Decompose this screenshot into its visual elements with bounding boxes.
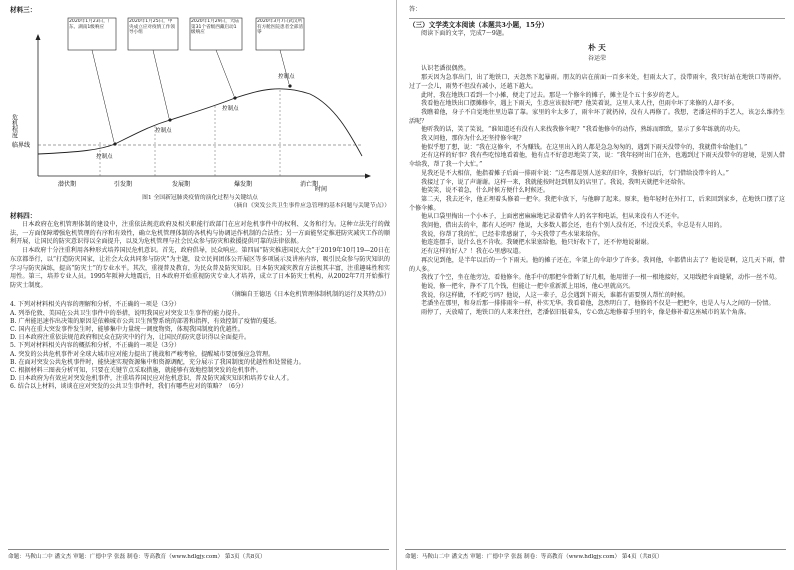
story-paragraph: 他笑笑，说不着急，什么时候方便什么时候还。 <box>421 187 549 195</box>
section-heading: （三）文学类文本阅读（本题共3小题，15分） <box>409 20 549 29</box>
phase-latent: 潜伏期 <box>58 181 77 188</box>
story-paragraph: 我问他，借出去的伞，都有人还吗？他说，大多数人都会还，也有个别人没有还，不过没关系，伞总是有人用的。 <box>421 222 726 230</box>
phase-demise: 消亡期 <box>300 181 319 188</box>
material4-label: 材料四： <box>10 212 37 220</box>
phase-outbreak: 爆发期 <box>234 181 253 188</box>
q4-option-c: C. 国内在重大突发事件发生时，能够集中力量统一调度物资，体现我国制度的优越性。 <box>10 325 244 333</box>
y-axis-label: 危机程度 <box>10 114 18 138</box>
story-paragraph: 认识老潘很偶然。 <box>421 65 470 73</box>
callout-2: 2020年1月25日，中央成立应对疫情工作领导小组 <box>129 19 175 36</box>
chart-caption: 图1 全国新冠肺炎疫情的演化过程与关键结点 <box>142 195 258 201</box>
story-paragraph: 我找了个空，坐在他旁边，看他修伞。他手中的那把伞骨断了好几根，他用钳子一根一根地接好，又用线把伞面缝紧，动作一丝不苟。 <box>421 274 781 282</box>
section-instruction: 阅读下面的文字，完成7～9题。 <box>421 29 508 37</box>
story-author: 谷运荣 <box>587 55 606 63</box>
story-paragraph: 见我还是不大相信，他指着摊子后面一排雨伞说：“这些都是别人送来的旧伞，我修好以后，专门借给没带伞的人。” <box>421 169 729 177</box>
left-footer: 命题：马鞍山二中 潘文杰 审题：广德中学 张磊 制卷：等高教育（www.hdlgjy.com） 第3页（共8页） <box>8 549 389 560</box>
control-point-2: 控制点 <box>155 128 172 134</box>
q5-option-c: C. 根据材料三图表分析可知，只要在关键节点采取措施，就能够有效地控制突发的危机事件。 <box>10 366 263 374</box>
story-paragraph: 老潘坐在那里，和身后那一排排雨伞一样，朴实无华。我看着他，忽然明白了，他修的不仅是一把把伞，也是人与人之间的一份情。 <box>421 300 775 308</box>
x-axis-label: 时间 <box>315 186 328 193</box>
callout-1: 2020年1月23日，广东、湖南1级响应 <box>69 19 113 30</box>
phase-trigger: 引发期 <box>114 181 133 188</box>
q6-stem: 6. 结合以上材料，谈谈在应对突发的公共卫生事件时，我们有哪些应对的策略？（6分） <box>10 383 248 391</box>
answer-label: 答： <box>409 6 422 13</box>
story-paragraph: 雨停了，天放晴了，地铁口的人来来往往，老潘依旧低着头，专心致志地修着手里的伞，像是修补着这座城市的某个角落。 <box>421 309 751 317</box>
story-paragraph: 他说，修一把伞，挣不了几个钱，但能让一把伞重新派上用场，他心里就高兴。 <box>421 282 635 290</box>
story-paragraph: 此时，我在地铁口看到一个小摊，便走了过去。那是一个修伞的摊子，摊主是个五十多岁的老人。 <box>421 91 684 99</box>
story-paragraph: 我瞧着他，身子不自觉地往里边靠了靠。家里的伞太多了，雨伞坏了就扔掉，没有人再修了。我想，老潘这样的手艺人，该怎么维持生活呢？ <box>409 108 785 125</box>
right-page <box>397 0 794 570</box>
crisis-chart <box>10 16 386 194</box>
control-point-4: 控制点 <box>278 74 295 80</box>
q5-option-a: A. 突发的公共危机事件对全球大城市应对能力提出了挑战和严峻考验，提醒城市要加强应急管理。 <box>10 350 275 358</box>
story-paragraph: 他似乎想了想，说：“我在这修伞，不为赚钱。在这里出入的人都是急急匆匆的，遇到下雨天没带伞的，我就借伞给他们。” <box>421 143 748 151</box>
q5-option-d: D. 日本政府为有效应对突发危机事件，注重培养国民应对危机意识，普及防灾减灾知识和培养专业人才。 <box>10 375 293 383</box>
control-point-1: 控制点 <box>96 154 113 160</box>
callout-4: 2020年3月7日武汉所有方舱医院患者全部清零 <box>257 19 303 36</box>
q5-stem: 5. 下列对材料相关内容的概括和分析，不正确的一项是（3分） <box>10 342 181 350</box>
story-paragraph: 再次见到他，是半年以后的一个下雨天。他的摊子还在，伞架上的伞却少了许多。我问他，伞都借出去了？他说是啊，这几天下雨，借的人多。 <box>409 256 785 273</box>
story-paragraph: 还有这样的好事？我有些吃惊地看着他，他有点不好意思地笑了笑，说：“我年轻时出门在外，也遇到过下雨天没带伞的窘境，是别人借伞给我，帮了我一个大忙。” <box>409 152 785 169</box>
story-paragraph: 我看他在地铁出口摆摊修伞，遇上下雨天，生意应该很好吧？他笑着说，这里人来人往，但雨伞坏了来修的人却不多。 <box>421 100 738 108</box>
story-paragraph: 我接过了伞，说了声谢谢。这样一来，我就能按时赶到朋友的店里了。我说，我明天就把伞还给你。 <box>421 178 690 186</box>
q4-option-a: A. 列举伦敦、美国在公共卫生事件中的举措，说明我国应对突发卫生事件的能力提升。 <box>10 309 244 317</box>
story-paragraph: 那天因为急事出门，出了地铁口，天忽然下起暴雨。朋友的店在前面一百多米处，但雨太大了，没带雨伞，我只好站在地铁口等雨停。过了一会儿，雨势不但没有减小，还越下越大。 <box>409 74 785 90</box>
m4-paragraph-1: 日本政府在危机管理体制的建设中，注重依法规范政府及相关职能行政部门在应对危机事件中的权利、义务和行为。这种立法先行的做法，一方面保障增强危机管理的有序和有效性，确立危机管理体制的各机构与协调运作机制的合法性；另一方面能坚定推进防灾减灾工作的顺利开展，让国民的防灾意识得以全面提升，以及为危机管理与社会民众参与防灾和救援提供可靠的法律依据。 <box>10 221 390 246</box>
story-paragraph: 我说，你这样做，不怕吃亏吗？他说，人这一辈子，总会遇到下雨天，谁都有需要别人帮忙的时候。 <box>421 291 690 299</box>
story-paragraph: 他连连摆手，说什么也不肯收。我硬把水果塞给他，他只好收下了，还不停地说谢谢。 <box>421 239 653 247</box>
story-paragraph: 他从口袋里掏出一个小本子，上面密密麻麻地记录着借伞人的名字和电话，但从来没有人不还伞。 <box>421 213 684 221</box>
callout-3: 2020年1月29日，大陆第31个省级西藏启动1级响应 <box>191 19 240 36</box>
story-paragraph: 第二天，我去还伞，他正埋着头修着一把伞。我把伞放下，与他聊了起来。原来，他年轻时在外打工，后来回到家乡，在地铁口摆了这个修伞摊。 <box>409 195 785 212</box>
story-title: 朴 天 <box>588 43 606 53</box>
story-paragraph: 还有这样的好人？！我在心里感叹道。 <box>421 248 525 256</box>
material3-label: 材料三： <box>10 6 37 14</box>
story-body <box>409 65 785 317</box>
control-point-3: 控制点 <box>222 106 239 112</box>
story-paragraph: 我说，你帮了我的忙，已经非常感谢了，今天我带了些水果来给你。 <box>421 230 604 238</box>
q4-option-b: B. 广州能迅速作出决策的原因是依赖城市公共卫生预警系统的部署和指挥，有效控制了疫情的蔓延。 <box>10 317 281 325</box>
story-paragraph: 他听我的话，笑了笑说，“谁知道还有没有人来找我修伞呢？”我看他修伞的动作，熟练而细致，显示了多年练就的功夫。 <box>421 126 745 134</box>
m4-source: （摘编自王德迅《日本危机管理体制机制的运行及其特点》） <box>228 290 390 298</box>
right-footer: 命题：马鞍山二中 潘文杰 审题：广德中学 张磊 制卷：等高教育（www.hdlgjy.com） 第4页（共8页） <box>405 549 786 560</box>
phase-develop: 发展期 <box>172 181 191 188</box>
m4-paragraph-2: 日本政府十分注重利用各种形式培养国民危机意识。首先，政府倡导，民众响应。第四届“防灾推进国民大会”于2019年10月19—20日在东京都举行，以“打造防灾国家，让社会大众共同参与防灾”为主题，设立民间团体公开展区等多项展示及讲座内容，吸引民众参与防灾知识的学习与防灾演练，提高“防灾士”的专业水平。其次，重视普及教育，为民众普及防灾知识。日本防灾减灾教育方法极其丰富，注重趣味性和实用性。第三，培养专业人员。1995年阪神大地震后，日本政府开始重视防灾专业人才培养，成立了日本防灾士机构，从2002年7月开始推行防灾士制度。 <box>10 247 390 289</box>
q4-option-d: D. 日本政府注重依法规范政府和民众在防灾中的行为，让国民的防灾意识得以全面提升。 <box>10 334 251 342</box>
q5-option-b: B. 在面对突发公共危机事件时，能快速实现资源集中和资源调配，充分展示了我国制度的优越性和处置能力。 <box>10 358 305 366</box>
story-paragraph: 我又问他，那你为什么还坚持修伞呢？ <box>421 135 525 143</box>
chart-source: （摘自《突发公共卫生事件应急管理的基本问题与关键节点》） <box>230 203 390 209</box>
threshold-label: 临界线 <box>12 142 31 149</box>
q4-stem: 4. 下列对材料相关内容的理解和分析，不正确的一项是（3分） <box>10 301 181 309</box>
